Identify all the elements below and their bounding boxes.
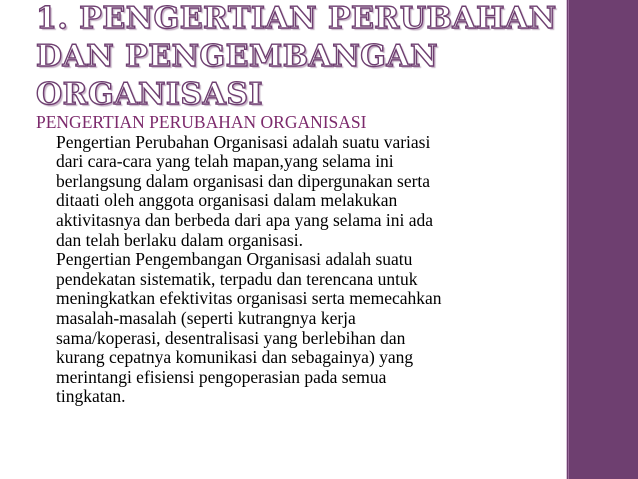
slide-body [36,113,560,407]
slide-title [36,0,556,114]
title-line: DAN PENGEMBANGAN [36,39,439,74]
paragraph-line: Pengertian Pengembangan Organisasi adalah suatu [56,249,413,270]
title-line: 1. PENGERTIAN PERUBAHAN [36,1,557,36]
paragraph-line: ditaati oleh anggota organisasi dalam melakukan [56,190,398,211]
paragraph-line: berlangsung dalam organisasi dan dipergunakan serta [56,170,431,191]
paragraph-line: dari cara-cara yang telah mapan,yang selama ini [56,151,394,172]
paragraph-line: aktivitasnya dan berbeda dari apa yang selama ini ada [56,209,434,230]
title-line: ORGANISASI [36,77,264,112]
definition-perubahan-paragraph [36,133,560,251]
paragraph-line: tingkatan. [56,386,126,407]
paragraph-line: masalah-masalah (seperti kutrangnya kerja [56,307,356,328]
paragraph-line: pendekatan sistematik, terpadu dan terencana untuk [56,268,418,289]
paragraph-line: sama/koperasi, desentralisasi yang berlebihan dan [56,327,406,348]
paragraph-line: meningkatkan efektivitas organisasi serta memecahkan [56,288,442,309]
paragraph-line: Pengertian Perubahan Organisasi adalah suatu variasi [56,131,431,152]
paragraph-line: merintangi efisiensi pengoperasian pada semua [56,366,387,387]
decorative-side-stripe [566,0,638,479]
paragraph-line: dan telah berlaku dalam organisasi. [56,229,304,250]
paragraph-line: kurang cepatnya komunikasi dan sebagainya) yang [56,347,414,368]
definition-pengembangan-paragraph [36,250,560,407]
section-heading: PENGERTIAN PERUBAHAN ORGANISASI [36,112,367,132]
